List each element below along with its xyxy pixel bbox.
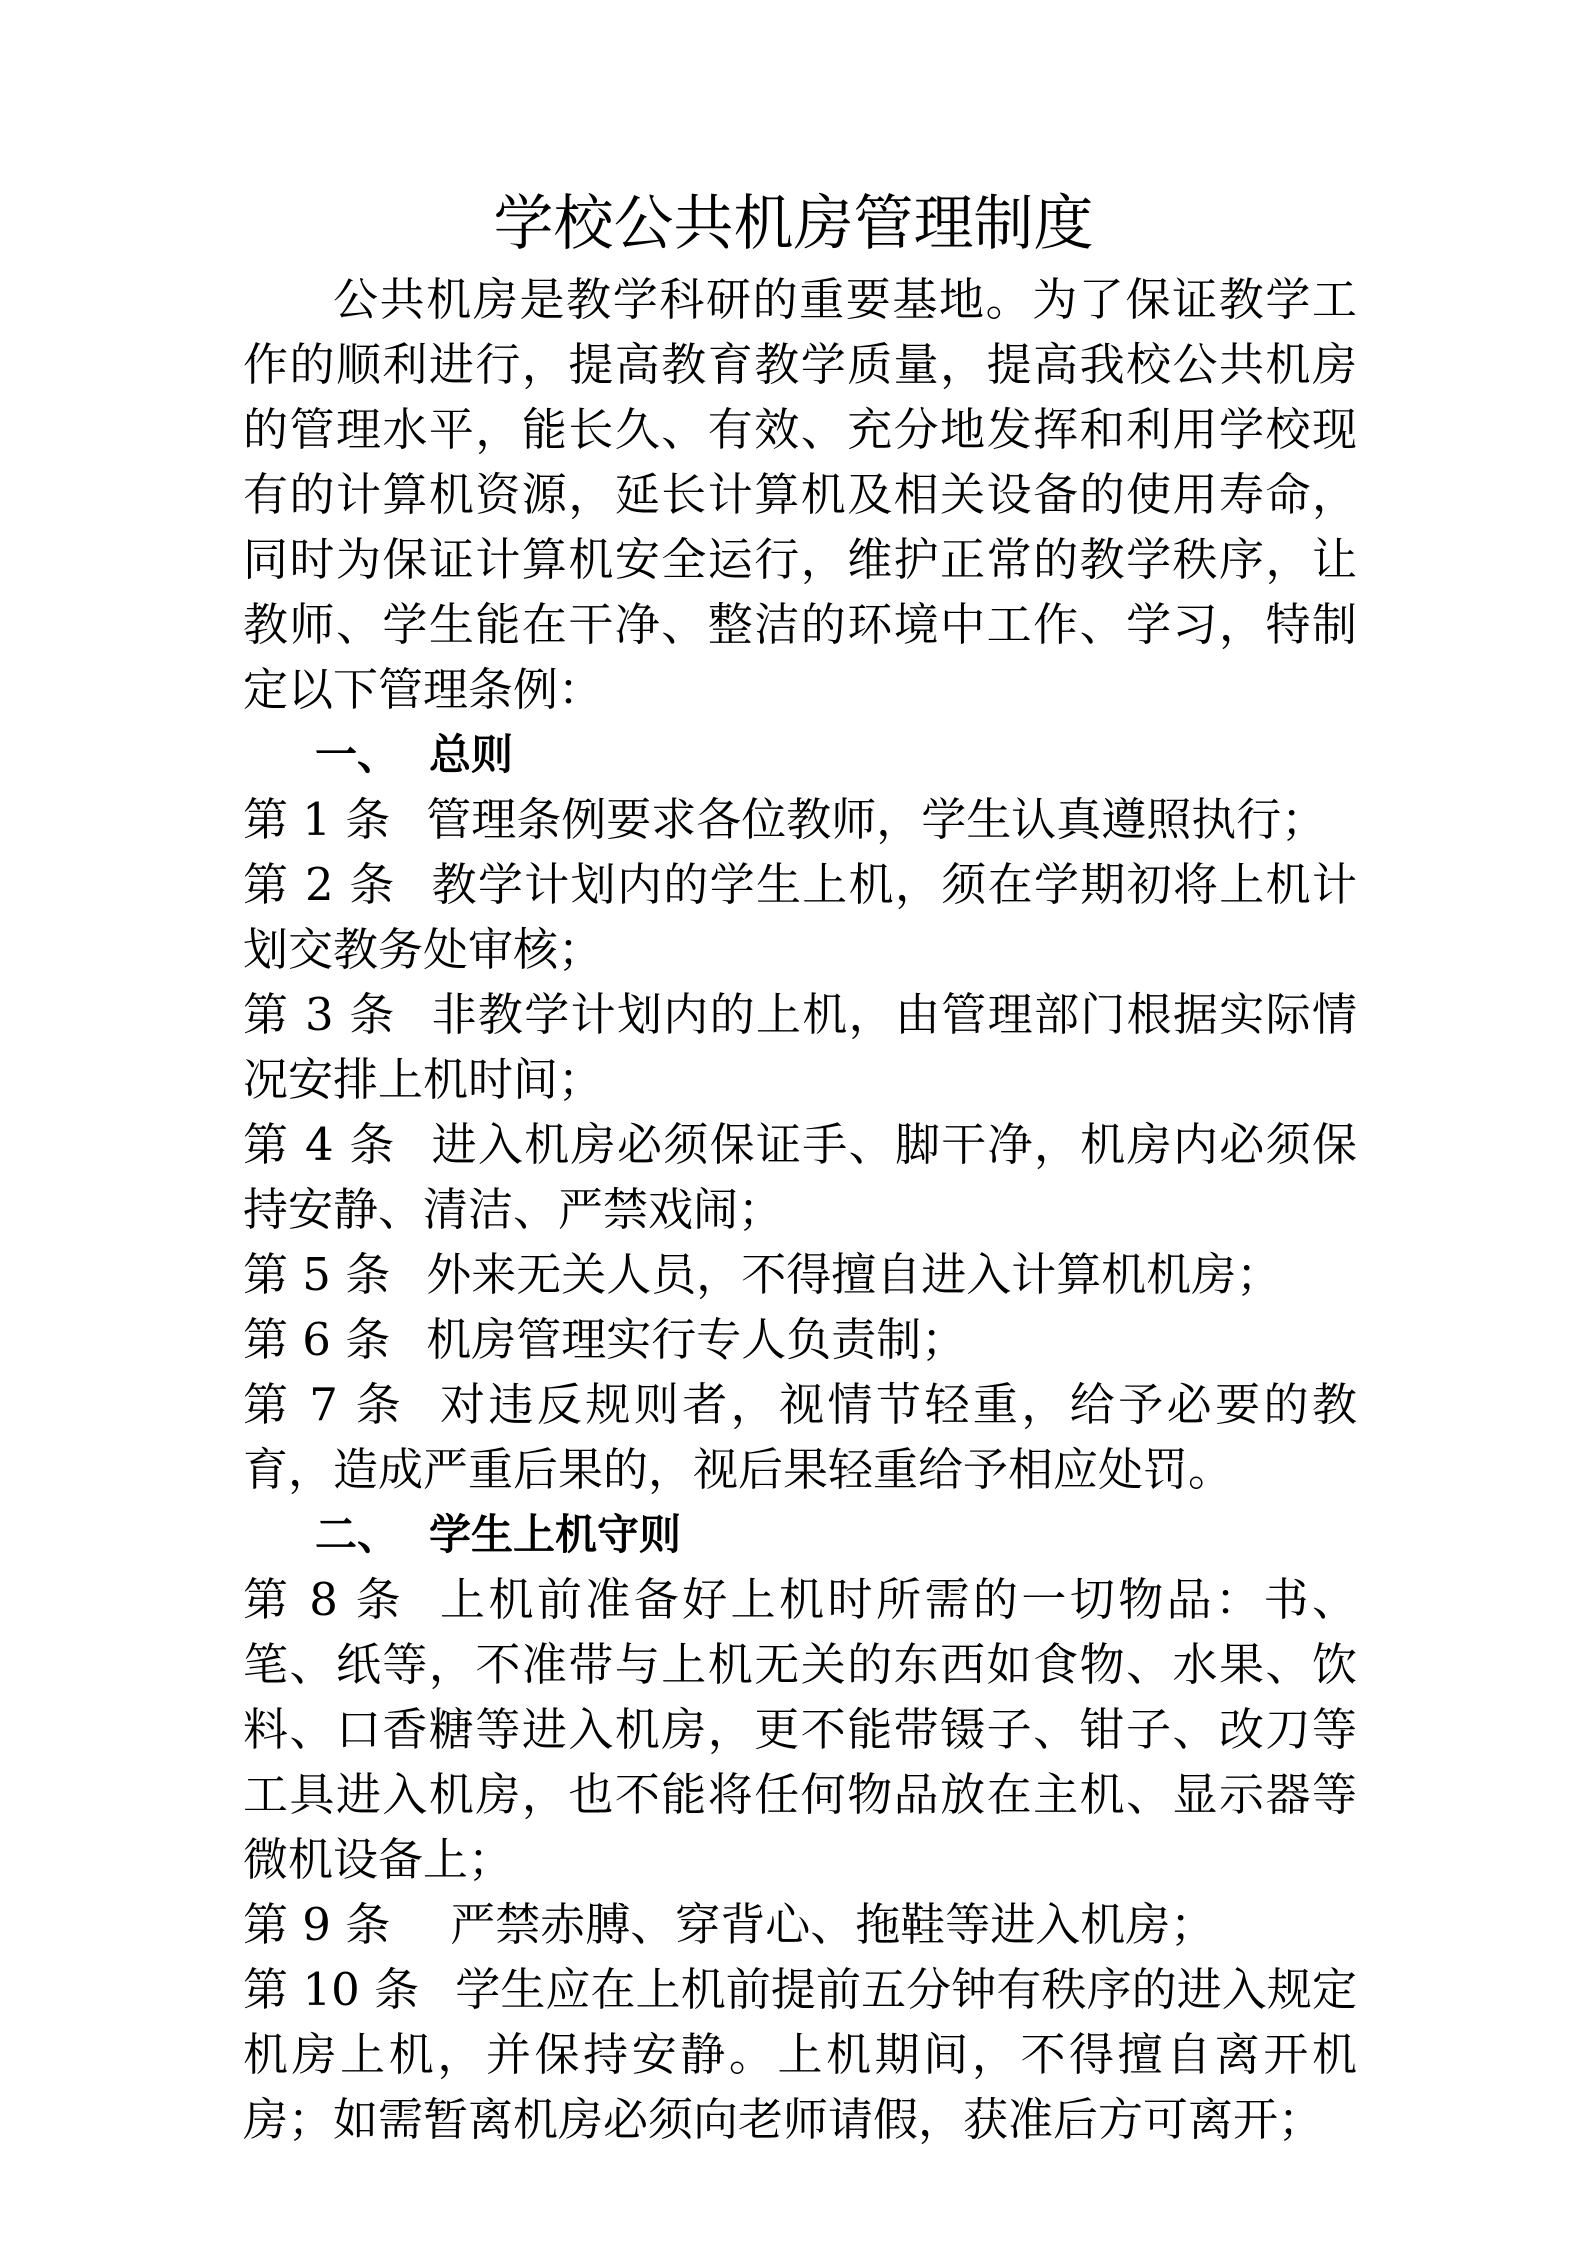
article-9 <box>243 1892 1357 1957</box>
section-title: 总则 <box>429 730 514 779</box>
article-6 <box>243 1307 1357 1372</box>
article-text: 进入机房必须保证手、脚干净，机房内必须保持安静、清洁、严禁戏闹； <box>243 1118 1357 1236</box>
article-text: 非教学计划内的上机，由管理部门根据实际情况安排上机时间； <box>243 988 1357 1106</box>
article-label: 第 6 条 <box>243 1313 391 1366</box>
article-label: 第 8 条 <box>243 1573 405 1626</box>
document-body <box>243 267 1357 2152</box>
article-text: 学生应在上机前提前五分钟有秩序的进入规定机房上机，并保持安静。上机期间，不得擅自离开机房；如需暂离机房必须向老师请假，获准后方可离开； <box>243 1963 1357 2146</box>
article-text: 严禁赤膊、穿背心、拖鞋等进入机房； <box>450 1898 1216 1951</box>
section-heading-student-rules <box>243 1502 1357 1567</box>
section-title: 学生上机守则 <box>429 1510 682 1559</box>
article-label: 第 3 条 <box>243 988 396 1041</box>
article-label: 第 5 条 <box>243 1248 391 1301</box>
article-label: 第 2 条 <box>243 858 396 911</box>
article-label: 第 9 条 <box>243 1898 391 1951</box>
article-1 <box>243 787 1357 852</box>
intro-paragraph: 公共机房是教学科研的重要基地。为了保证教学工作的顺利进行，提高教育教学质量，提高我校公共机房的管理水平，能长久、有效、充分地发挥和利用学校现有的计算机资源，延长计算机及相关设备的使用寿命，同时为保证计算机安全运行，维护正常的教学秩序，让教师、学生能在干净、整洁的环境中工作、学习，特制定以下管理条例： <box>243 273 1357 716</box>
article-5 <box>243 1242 1357 1307</box>
article-text: 管理条例要求各位教师，学生认真遵照执行； <box>426 793 1327 846</box>
article-3 <box>243 982 1357 1112</box>
article-label: 第 4 条 <box>243 1118 396 1171</box>
document-title: 学校公共机房管理制度 <box>493 189 1094 259</box>
section-number: 二、 <box>315 1510 400 1559</box>
article-10 <box>243 1957 1357 2152</box>
article-label: 第 7 条 <box>243 1378 405 1431</box>
section-number: 一、 <box>315 730 400 779</box>
article-4 <box>243 1112 1357 1242</box>
article-8 <box>243 1567 1357 1892</box>
article-text: 对违反规则者，视情节轻重，给予必要的教育，造成严重后果的，视后果轻重给予相应处罚。 <box>243 1378 1357 1496</box>
article-label: 第 1 条 <box>243 793 391 846</box>
article-text: 上机前准备好上机时所需的一切物品：书、笔、纸等，不准带与上机无关的东西如食物、水果、饮料、口香糖等进入机房，更不能带镊子、钳子、改刀等工具进入机房，也不能将任何物品放在主机、显示器等微机设备上； <box>243 1573 1357 1886</box>
article-2 <box>243 852 1357 982</box>
section-heading-general <box>243 722 1357 787</box>
article-text: 机房管理实行专人负责制； <box>426 1313 967 1366</box>
article-text: 教学计划内的学生上机，须在学期初将上机计划交教务处审核； <box>243 858 1357 976</box>
article-text: 外来无关人员，不得擅自进入计算机机房； <box>426 1248 1282 1301</box>
article-7 <box>243 1372 1357 1502</box>
article-label: 第 10 条 <box>243 1963 420 2016</box>
